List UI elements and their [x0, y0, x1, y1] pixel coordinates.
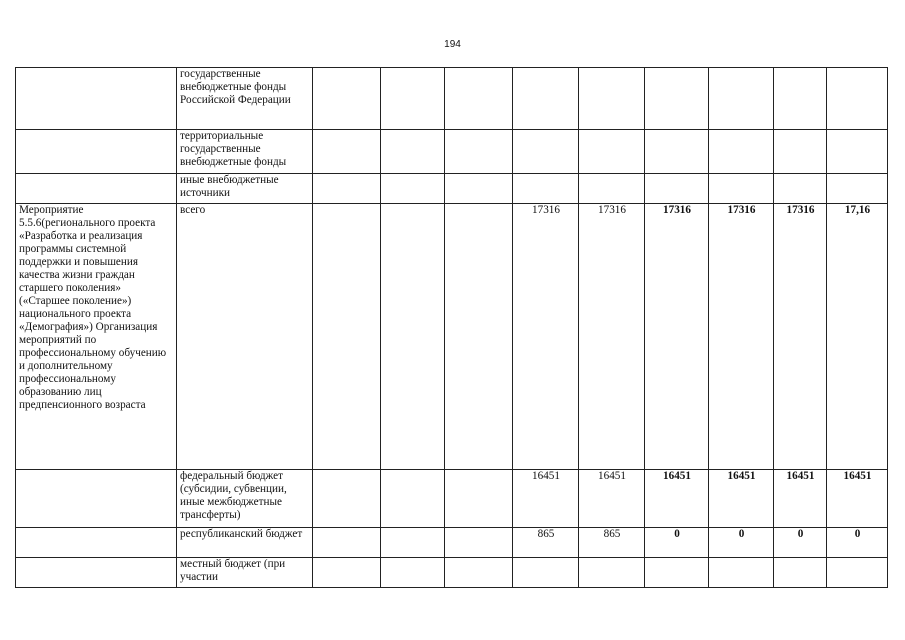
value-cell	[827, 174, 888, 204]
value-cell	[645, 174, 709, 204]
funding-source-cell: местный бюджет (при участии	[177, 558, 313, 588]
table-row	[16, 470, 888, 528]
value-cell: 0	[827, 528, 888, 558]
value-cell: 16451	[709, 470, 774, 528]
value-cell: 16451	[645, 470, 709, 528]
value-cell	[513, 130, 579, 174]
event-cell	[16, 68, 177, 130]
value-cell	[579, 558, 645, 588]
value-cell	[774, 130, 827, 174]
value-cell	[645, 68, 709, 130]
table-row	[16, 68, 888, 130]
table-row	[16, 528, 888, 558]
table-row	[16, 174, 888, 204]
value-cell: 17,16	[827, 204, 888, 470]
value-cell	[645, 130, 709, 174]
value-cell	[445, 204, 513, 470]
value-cell: 16451	[579, 470, 645, 528]
value-cell	[313, 130, 381, 174]
value-cell	[774, 558, 827, 588]
value-cell	[709, 68, 774, 130]
value-cell	[445, 528, 513, 558]
value-cell: 17316	[513, 204, 579, 470]
value-cell: 17316	[774, 204, 827, 470]
value-cell: 16451	[774, 470, 827, 528]
value-cell	[381, 204, 445, 470]
value-cell	[313, 528, 381, 558]
value-cell	[827, 130, 888, 174]
value-cell	[709, 558, 774, 588]
value-cell: 17316	[709, 204, 774, 470]
value-cell: 16451	[827, 470, 888, 528]
event-cell	[16, 174, 177, 204]
value-cell: 17316	[579, 204, 645, 470]
value-cell	[579, 68, 645, 130]
value-cell: 0	[774, 528, 827, 558]
value-cell	[381, 174, 445, 204]
value-cell: 0	[645, 528, 709, 558]
value-cell	[774, 68, 827, 130]
value-cell	[709, 174, 774, 204]
value-cell	[313, 470, 381, 528]
value-cell	[313, 204, 381, 470]
event-cell: Мероприятие 5.5.6(регионального проекта «Разработка и реализация программы системной поддержки и повышения качества жизни граждан старшего поколения» («Старшее поколение») национального проекта «Демография») Организация мероприятий по профессиональному обучению и дополнительному профессиональному образованию лиц предпенсионного возраста	[16, 204, 177, 470]
budget-table	[15, 67, 888, 588]
value-cell	[313, 558, 381, 588]
value-cell	[827, 68, 888, 130]
value-cell	[445, 68, 513, 130]
value-cell: 16451	[513, 470, 579, 528]
funding-source-cell: территориальные государственные внебюджетные фонды	[177, 130, 313, 174]
value-cell	[774, 174, 827, 204]
value-cell: 0	[709, 528, 774, 558]
table-row	[16, 558, 888, 588]
value-cell	[445, 470, 513, 528]
value-cell	[381, 528, 445, 558]
value-cell	[381, 470, 445, 528]
value-cell	[645, 558, 709, 588]
value-cell	[445, 558, 513, 588]
table-row	[16, 130, 888, 174]
value-cell	[445, 174, 513, 204]
value-cell	[709, 130, 774, 174]
value-cell	[381, 68, 445, 130]
value-cell	[579, 174, 645, 204]
value-cell: 17316	[645, 204, 709, 470]
value-cell	[513, 174, 579, 204]
value-cell	[579, 130, 645, 174]
value-cell	[513, 68, 579, 130]
event-cell	[16, 528, 177, 558]
value-cell	[827, 558, 888, 588]
value-cell	[513, 558, 579, 588]
value-cell	[445, 130, 513, 174]
funding-source-cell: федеральный бюджет (субсидии, субвенции, иные межбюджетные трансферты)	[177, 470, 313, 528]
value-cell	[381, 558, 445, 588]
event-cell	[16, 558, 177, 588]
page-number: 194	[444, 39, 461, 50]
funding-source-cell: республиканский бюджет	[177, 528, 313, 558]
value-cell: 865	[579, 528, 645, 558]
value-cell	[313, 68, 381, 130]
value-cell	[313, 174, 381, 204]
table-row	[16, 204, 888, 470]
funding-source-cell: иные внебюджетные источники	[177, 174, 313, 204]
funding-source-cell: всего	[177, 204, 313, 470]
funding-source-cell: государственные внебюджетные фонды Российской Федерации	[177, 68, 313, 130]
event-cell	[16, 470, 177, 528]
value-cell	[381, 130, 445, 174]
event-cell	[16, 130, 177, 174]
value-cell: 865	[513, 528, 579, 558]
